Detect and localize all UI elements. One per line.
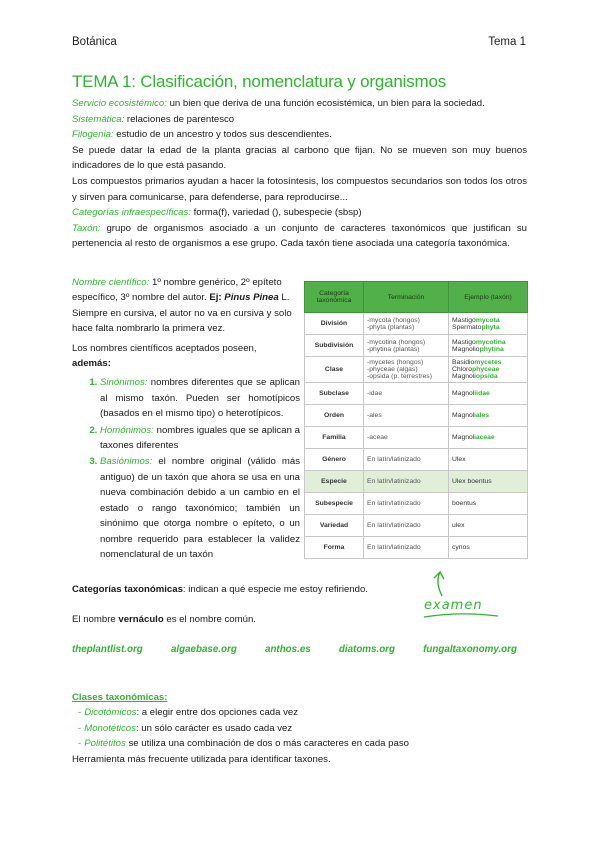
list-item: - Monotéticos: un sólo carácter es usado cada vez <box>78 722 293 734</box>
clases-section <box>72 690 532 767</box>
termination-cell: -mycota (hongos) -phyta (plantas) <box>364 313 449 335</box>
term-label: Politétitos <box>84 738 126 750</box>
list-item <box>100 423 300 454</box>
example-line <box>452 390 524 397</box>
table-row <box>305 493 528 515</box>
term-label: Taxón: <box>72 222 101 234</box>
example-suffix: aceae <box>475 434 495 441</box>
intro-text: Los nombres científicos aceptados poseen, <box>72 342 257 354</box>
column-header: Ejemplo (taxón) <box>449 282 528 313</box>
definition-text: un bien que deriva de una función ecosistémica, un bien para la sociedad. <box>166 98 485 109</box>
example-suffix: iidae <box>474 390 490 397</box>
example-stem: Basidio <box>452 359 475 366</box>
example-stem: Ulex boentus <box>452 478 492 485</box>
table-row <box>305 335 528 357</box>
example-author: L. <box>278 292 290 304</box>
definition-text: el nombre original (válido más antiguo) de un taxón que ahora se usa en una nueva combinación debido a un cambio en el estado o rango taxonómico; también un sinónimo que otorga nombre o epíteto, o un nombre requerido para establecer la validez nomenclatural de un taxón <box>100 456 300 560</box>
term-label: Sistemática: <box>72 113 125 125</box>
example-cell <box>449 313 528 335</box>
definition-text: se utiliza una combinación de dos o más caracteres en cada paso <box>125 738 409 750</box>
termination-cell: En latín/latinizado <box>364 471 449 493</box>
example-line <box>452 434 524 441</box>
list-item <box>100 454 300 562</box>
term-label: Dicotómicos <box>84 707 137 719</box>
definition-text: relaciones de parentesco <box>124 113 235 125</box>
paragraph-compuestos: Los compuestos primarios ayudan a hacer la fotosíntesis, los compuestos secundarios son todos los otros y sirven para comunicarse, para defenderse, para reproducirse... <box>72 175 527 203</box>
text-suffix: es el nombre común. <box>163 614 256 625</box>
example-line <box>452 412 524 419</box>
list-item: - Dicotómicos: a elegir entre dos opciones cada vez <box>78 707 299 719</box>
header-subject: Botánica <box>72 36 117 48</box>
example-stem: Magnolio <box>452 345 480 353</box>
rank-cell: Orden <box>305 405 364 427</box>
example-suffix: phyceae <box>472 366 500 373</box>
term-label: Monotéticos <box>84 722 136 734</box>
link-anthos[interactable]: anthos.es <box>265 644 311 655</box>
example-line <box>452 373 524 380</box>
example-suffix: phytina <box>479 345 504 353</box>
termination-cell: En latín/latinizado <box>364 493 449 515</box>
example-suffix: opsida <box>475 373 498 380</box>
example-stem: Ulex <box>452 456 466 463</box>
nombre-definition <box>72 275 300 306</box>
example-suffix: phyta <box>481 323 500 331</box>
page-title: TEMA 1: Clasificación, nomenclatura y organismos <box>72 72 447 91</box>
example-line <box>452 317 524 324</box>
rank-cell: Familia <box>305 427 364 449</box>
example-value: Pinus Pinea <box>221 292 279 304</box>
rank-cell: Clase <box>305 357 364 383</box>
example-stem: Mastigo <box>452 316 476 324</box>
example-suffix: mycota <box>475 316 500 324</box>
column-header: Terminación <box>364 282 449 313</box>
term-label: Categorías infraespecíficas: <box>72 207 191 219</box>
header-topic: Tema 1 <box>488 36 526 48</box>
intro-bold: además: <box>72 358 111 370</box>
links-row <box>72 644 517 655</box>
example-line <box>452 359 524 366</box>
termination-cell: En latín/latinizado <box>364 537 449 559</box>
rank-cell: División <box>305 313 364 335</box>
nombre-intro <box>72 341 300 372</box>
rank-cell: Forma <box>305 537 364 559</box>
table-row <box>305 427 528 449</box>
definition-taxon <box>72 221 527 252</box>
taxonomy-table <box>304 281 528 559</box>
annotation-arrow-icon <box>420 570 500 622</box>
example-suffix: ales <box>475 412 490 419</box>
text-prefix: El nombre <box>72 614 119 625</box>
termination-cell: -idae <box>364 383 449 405</box>
rank-cell: Género <box>305 449 364 471</box>
paragraph-carbono: Se puede datar la edad de la planta gracias al carbono que fijan. No se mueven son muy buenos indicadores de lo que está pasando. <box>72 144 527 172</box>
term-label: Sinónimos: <box>100 377 148 389</box>
nombre-list <box>72 375 300 562</box>
definition-text: : a elegir entre dos opciones cada vez <box>136 707 299 719</box>
example-cell <box>449 383 528 405</box>
definition-text: estudio de un ancestro y todos sus descendientes. <box>113 129 332 141</box>
definition-text: nombres diferentes que se aplican al mismo taxón. Pueden ser homotípicos (basados en el mismo tipo) o heterotípicos. <box>100 377 300 420</box>
table-row <box>305 357 528 383</box>
example-suffix: mycotina <box>475 338 506 346</box>
clases-list <box>72 705 532 751</box>
example-suffix: mycetes <box>474 359 502 366</box>
table-row <box>305 471 528 493</box>
rank-cell: Subdivisión <box>305 335 364 357</box>
termination-cell: -ales <box>364 405 449 427</box>
definition-text: : indican a qué especie me estoy refiriendo. <box>182 584 368 595</box>
termination-cell: En latín/latinizado <box>364 449 449 471</box>
list-item <box>100 375 300 421</box>
intro-section <box>72 96 527 252</box>
example-stem: Magnoli <box>452 434 476 441</box>
table-row <box>305 537 528 559</box>
rank-cell: Subclase <box>305 383 364 405</box>
example-cell <box>449 537 528 559</box>
clases-title: Clases taxonómicas: <box>72 692 168 703</box>
link-diatoms[interactable]: diatoms.org <box>338 644 395 655</box>
link-fungaltaxonomy[interactable]: fungaltaxonomy.org <box>423 644 517 655</box>
example-line <box>452 500 524 507</box>
example-line <box>452 366 524 373</box>
example-line <box>452 522 524 529</box>
example-cell <box>449 335 528 357</box>
example-line <box>452 339 524 346</box>
definition-text: forma(f), variedad (), subespecie (sbsp) <box>190 207 362 219</box>
termination-cell: -mycetes (hongos) -phyceae (algas) -opsida (p. terrestres) <box>364 357 449 383</box>
example-line <box>452 456 524 463</box>
example-cell <box>449 515 528 537</box>
termination-cell: En latín/latinizado <box>364 515 449 537</box>
example-stem: cynos <box>452 544 470 551</box>
example-label: Ej: <box>206 292 222 304</box>
table-row <box>305 515 528 537</box>
example-cell <box>449 449 528 471</box>
term-label: Basiónimos: <box>100 456 153 468</box>
rank-cell: Variedad <box>305 515 364 537</box>
table-header-row <box>305 282 528 313</box>
definition-text: grupo de organismos asociado a un conjunto de caracteres taxonómicos que justifican su pertenencia al resto de organismos a ese grupo. Cada taxón tiene asociada una categoría taxonómica. <box>72 222 527 250</box>
example-stem: Magnol <box>452 390 475 397</box>
definition-text: nombres iguales que se aplican a taxones diferentes <box>100 424 300 452</box>
definition-servicio <box>72 96 527 112</box>
table-row <box>305 405 528 427</box>
termination-cell: -mycotina (hongos) -phytina (plantas) <box>364 335 449 357</box>
term-label: Homónimos: <box>100 424 154 436</box>
example-cell <box>449 493 528 515</box>
example-cell <box>449 427 528 449</box>
example-cell <box>449 471 528 493</box>
example-line <box>452 346 524 353</box>
nombre-cientifico-section <box>72 275 300 563</box>
table-row <box>305 383 528 405</box>
rank-cell: Especie <box>305 471 364 493</box>
column-header: Categoría taxonómica <box>305 282 364 313</box>
nombre-rule: Siempre en cursiva, el autor no va en cursiva y solo hace falta nombrarlo la primera vez. <box>72 307 292 335</box>
link-theplantlist[interactable]: theplantlist.org <box>72 644 143 655</box>
term-label: Nombre científico: <box>72 277 150 288</box>
table-row <box>305 313 528 335</box>
table-row <box>305 449 528 471</box>
example-line <box>452 324 524 331</box>
example-line <box>452 544 524 551</box>
table-body <box>305 313 528 559</box>
termination-cell: -aceae <box>364 427 449 449</box>
term-label: Categorías taxonómicas <box>72 584 183 595</box>
example-cell <box>449 357 528 383</box>
list-item: - Politétitos se utiliza una combinación de dos o más caracteres en cada paso <box>78 738 409 750</box>
example-stem: boentus <box>452 500 477 507</box>
example-stem: Mastigo <box>452 338 476 346</box>
definition-text: : un sólo carácter es usado cada vez <box>135 722 293 734</box>
example-line <box>452 478 524 485</box>
example-stem: ulex <box>452 522 465 529</box>
example-stem: Magnoli <box>452 373 476 380</box>
definition-infra <box>72 205 527 221</box>
definition-filogenia <box>72 127 527 143</box>
annotation-text: examen <box>424 598 483 613</box>
clases-footer: Herramienta más frecuente utilizada para identificar taxones. <box>72 753 331 765</box>
example-stem: Magnoli <box>452 412 476 419</box>
example-cell <box>449 405 528 427</box>
example-stem: Chloro <box>452 366 473 373</box>
link-algaebase[interactable]: algaebase.org <box>170 644 237 655</box>
term-label: Filogenia: <box>72 129 114 141</box>
example-stem: Spermato <box>452 323 482 331</box>
term-label: vernáculo <box>118 614 164 625</box>
definition-sistematica <box>72 112 527 128</box>
term-label: Servicio ecosistémico: <box>72 98 167 109</box>
rank-cell: Subespecie <box>305 493 364 515</box>
definition-text: 1º nombre genérico, 2º epíteto específico, 3º nombre del autor. <box>72 277 282 304</box>
